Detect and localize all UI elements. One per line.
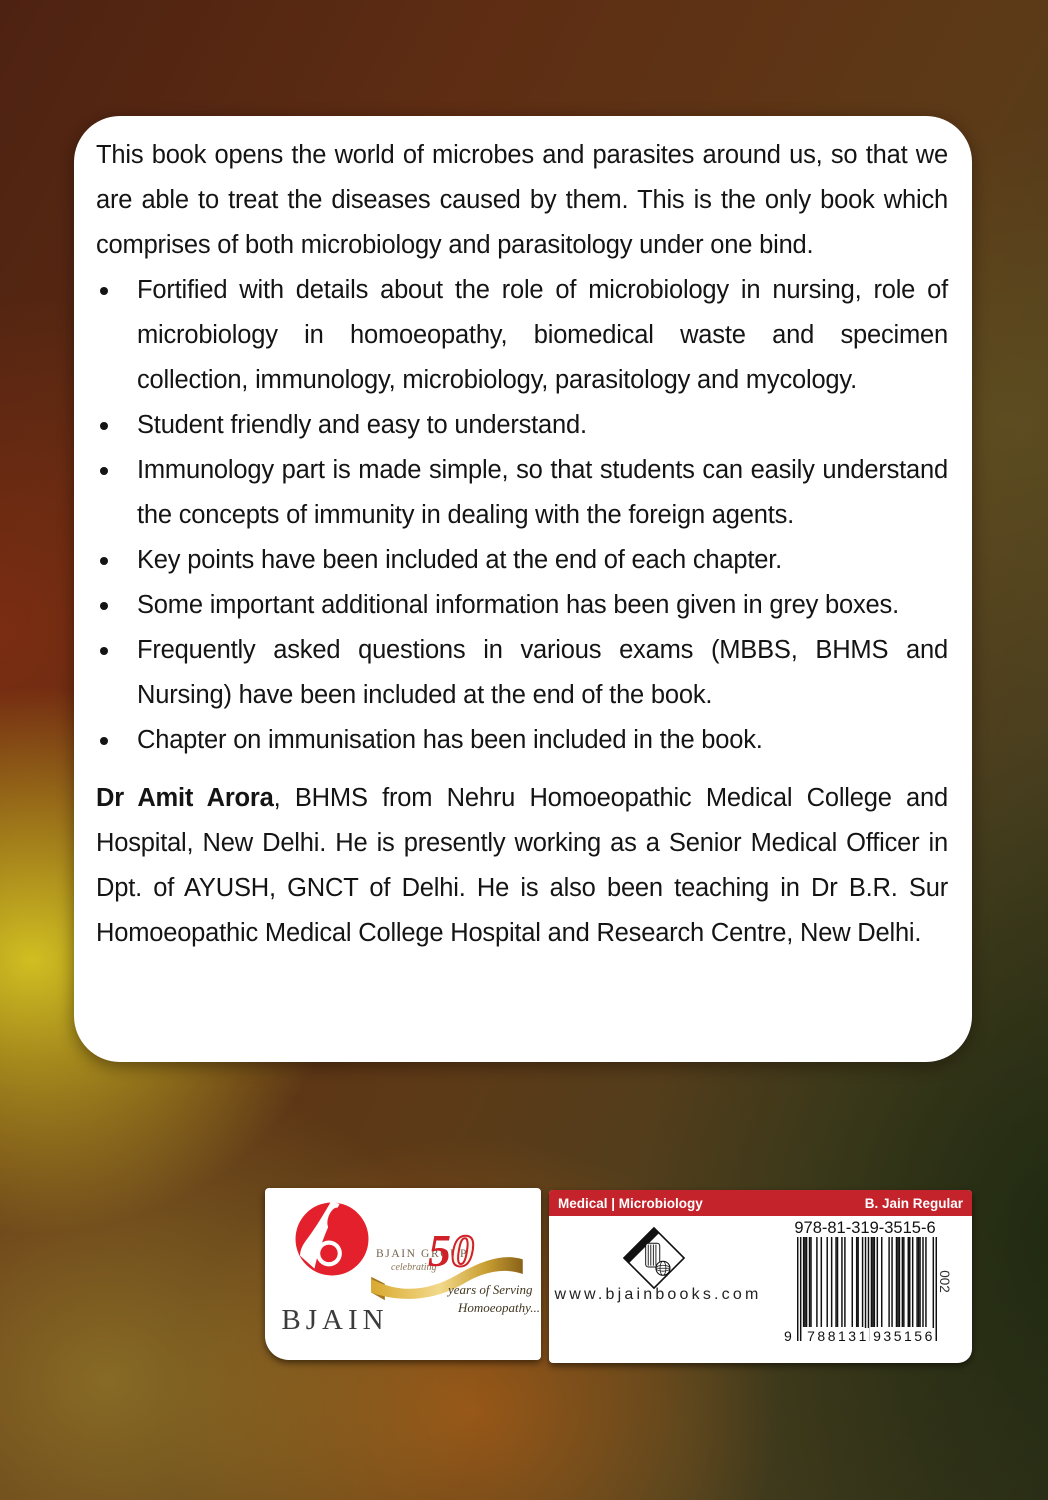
category-bar xyxy=(549,1190,972,1216)
bullet-text: Some important additional information has been given in grey boxes. xyxy=(137,591,899,619)
bjain-group-label: BJAIN GROUP xyxy=(376,1248,469,1260)
bullet-text: Frequently asked questions in various exams (MBBS, BHMS and Nursing) have been included at the end of the book. xyxy=(137,636,948,709)
barcode-digits-left: 788131 xyxy=(807,1328,869,1344)
website-url: www.bjainbooks.com xyxy=(554,1286,762,1303)
list-item xyxy=(96,538,948,583)
intro-paragraph: This book opens the world of microbes and parasites around us, so that we are able to treat the diseases caused by them. This is the only book which comprises of both microbiology and parasitology under one bind. xyxy=(96,141,948,259)
author-bio-paragraph xyxy=(96,776,948,956)
list-item xyxy=(96,448,948,538)
edition-label: B. Jain Regular xyxy=(864,1195,963,1211)
bjain-wordmark: BJAIN xyxy=(281,1304,389,1336)
bjain-logo-icon xyxy=(294,1201,370,1277)
bullet-icon xyxy=(100,602,108,610)
bullet-text: Student friendly and easy to understand. xyxy=(137,411,587,439)
list-item xyxy=(96,628,948,718)
bullet-icon xyxy=(100,647,108,655)
publisher-card xyxy=(265,1188,541,1360)
print-code: 002 xyxy=(936,1270,952,1293)
isbn-card xyxy=(549,1190,972,1363)
bullet-text: Fortified with details about the role of microbiology in nursing, role of microbiology in homoeopathy, biomedical waste and specimen collection, immunology, microbiology, parasitology and mycology. xyxy=(137,276,948,394)
list-item xyxy=(96,718,948,763)
bullet-icon xyxy=(100,287,108,295)
tagline-line1: years of Serving xyxy=(448,1282,533,1297)
list-item xyxy=(96,268,948,403)
bullet-icon xyxy=(100,422,108,430)
category-label: Medical | Microbiology xyxy=(558,1195,703,1211)
bullet-icon xyxy=(100,737,108,745)
feature-bullet-list xyxy=(96,268,948,763)
barcode-digits-right: 935156 xyxy=(873,1328,935,1344)
blurb-panel xyxy=(74,116,972,1062)
author-bio-text: , BHMS from Nehru Homoeopathic Medical College and Hospital, New Delhi. He is presently working as a Senior Medical Officer in Dpt. of AYUSH, GNCT of Delhi. He is also been teaching in Dr B.R. Sur Homoeopathic Medical College Hospital and Research Centre, New Delhi. xyxy=(96,784,949,947)
anniversary-50 xyxy=(428,1225,474,1276)
bullet-text: Key points have been included at the end of each chapter. xyxy=(137,546,783,574)
bullet-icon xyxy=(100,557,108,565)
barcode-digit-lead: 9 xyxy=(784,1328,792,1344)
tagline-line2: Homoeopathy... xyxy=(458,1300,540,1315)
bullet-icon xyxy=(100,467,108,475)
list-item xyxy=(96,583,948,628)
bullet-text: Immunology part is made simple, so that students can easily understand the concepts of immunity in dealing with the foreign agents. xyxy=(137,456,948,529)
author-name: Dr Amit Arora xyxy=(96,784,274,812)
anniversary-5: 5 xyxy=(428,1225,451,1276)
isbn-number: 978-81-319-3515-6 xyxy=(794,1219,936,1237)
celebrating-label: celebrating xyxy=(391,1262,437,1273)
list-item xyxy=(96,403,948,448)
anniversary-0: 0 xyxy=(451,1225,474,1276)
bjain-books-diamond-icon xyxy=(622,1226,686,1290)
bullet-text: Chapter on immunisation has been included in the book. xyxy=(137,726,763,754)
